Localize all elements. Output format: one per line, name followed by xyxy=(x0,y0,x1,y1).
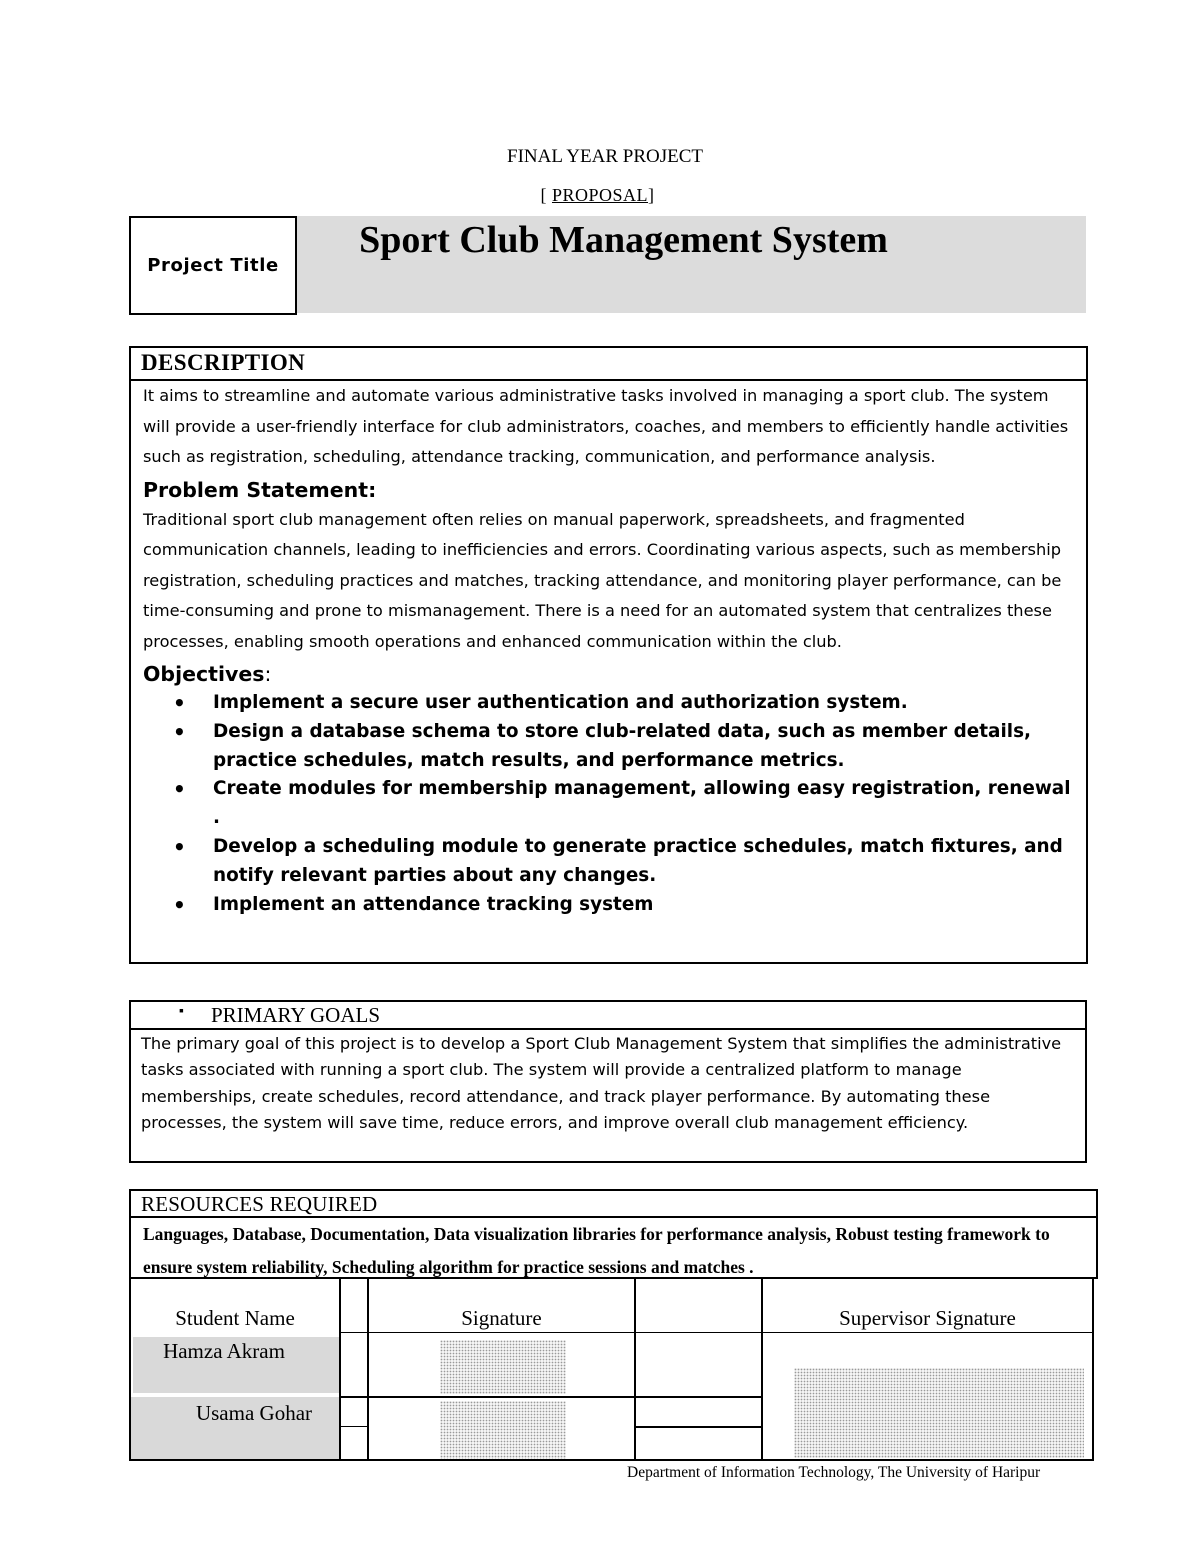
page-footer: Department of Information Technology, The University of Haripur xyxy=(627,1464,1041,1481)
student-name: Usama Gohar xyxy=(195,1401,313,1425)
list-item: • Implement a secure user authentication and authorization system. xyxy=(143,689,1076,718)
objectives-list xyxy=(131,689,1086,919)
project-title-label: Project Title xyxy=(129,216,297,315)
bracket-open: [ xyxy=(540,185,547,205)
signature-table xyxy=(129,1279,1094,1461)
list-item: • Design a database schema to store club-related data, such as member details, practice schedules, match results, and performance metrics. xyxy=(143,718,1076,776)
signature-placeholder xyxy=(440,1401,566,1459)
signature-placeholder xyxy=(440,1340,566,1394)
objectives-heading-text: Objectives xyxy=(143,662,265,686)
objectives-colon: : xyxy=(264,662,272,686)
primary-goals-heading: PRIMARY GOALS xyxy=(211,1003,381,1027)
student-name-header: Student Name xyxy=(175,1306,295,1330)
project-title-band xyxy=(297,216,1086,313)
resources-heading: RESOURCES REQUIRED xyxy=(131,1191,1096,1218)
project-title: Sport Club Management System xyxy=(359,219,888,261)
square-bullet-icon: ▪ xyxy=(179,1004,184,1019)
resources-section xyxy=(129,1189,1098,1279)
signature-header: Signature xyxy=(461,1306,542,1330)
list-item: • Create modules for membership management, allowing easy registration, renewal . xyxy=(143,775,1076,833)
document-heading: FINAL YEAR PROJECT xyxy=(507,146,703,167)
supervisor-signature-placeholder xyxy=(794,1368,1084,1458)
proposal-subheading xyxy=(0,185,1195,206)
proposal-word: PROPOSAL xyxy=(551,185,649,205)
description-heading: DESCRIPTION xyxy=(131,348,1086,381)
description-text: It aims to streamline and automate various administrative tasks involved in managing a sport club. The system will provide a user-friendly interface for club administrators, coaches, and members to efficiently handle activities such as registration, scheduling, attendance tracking, communication, and performance analysis. xyxy=(143,386,1069,466)
primary-goals-text: The primary goal of this project is to develop a Sport Club Management System that simplifies the administrative tasks associated with running a sport club. The system will provide a centralized platform to manage memberships, create schedules, record attendance, and track player performance. By automating these processes, the system will save time, reduce errors, and improve overall club management efficiency. xyxy=(141,1034,1062,1133)
list-item: • Implement an attendance tracking system xyxy=(143,891,1076,920)
supervisor-signature-header: Supervisor Signature xyxy=(839,1306,1016,1330)
problem-statement-heading: Problem Statement: xyxy=(143,477,377,502)
primary-goals-heading-row xyxy=(131,1002,1085,1030)
primary-goals-section xyxy=(129,1000,1087,1163)
list-item: • Develop a scheduling module to generate practice schedules, match fixtures, and notify relevant parties about any changes. xyxy=(143,833,1076,891)
problem-statement-text: Traditional sport club management often relies on manual paperwork, spreadsheets, and fragmented communication channels, leading to inefficiencies and errors. Coordinating various aspects, such as membership registration, scheduling practices and matches, tracking attendance, and monitoring player performance, can be time-consuming and prone to mismanagement. There is a need for an automated system that centralizes these processes, enabling smooth operations and enhanced communication within the club. xyxy=(143,509,1062,651)
student-name: Hamza Akram xyxy=(163,1339,285,1363)
bracket-close: ] xyxy=(648,185,655,205)
resources-text: Languages, Database, Documentation, Data visualization libraries for performance analysis, Robust testing framework to ensure system reliability, Scheduling algorithm for practice sessions and matches . xyxy=(143,1224,1050,1277)
description-section xyxy=(129,346,1088,964)
objectives-heading xyxy=(131,659,1086,689)
